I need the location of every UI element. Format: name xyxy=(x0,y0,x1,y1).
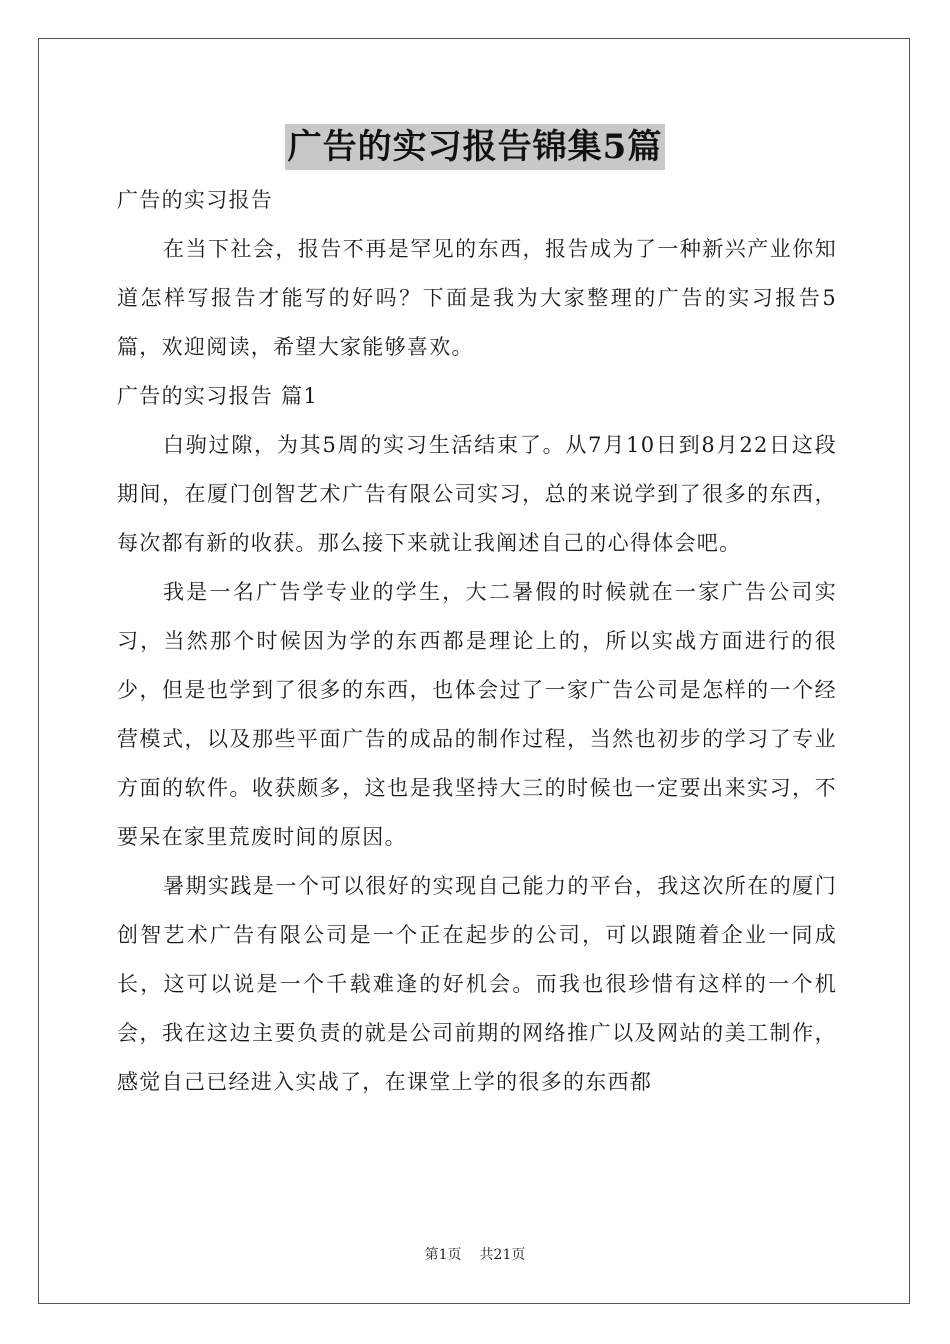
body-paragraph: 暑期实践是一个可以很好的实现自己能力的平台，我这次所在的厦门创智艺术广告有限公司是一个正在起步的公司，可以跟随着企业一同成长，这可以说是一个千载难逢的好机会。而我也很珍惜有这样的一个机会，我在这边主要负责的就是公司前期的网络推广以及网站的美工制作，感觉自己已经进入实战了，在课堂上学的很多的东西都 xyxy=(117,874,837,1094)
title-container xyxy=(0,124,950,170)
document-body xyxy=(117,176,837,1107)
page-number: 第1页 xyxy=(424,1247,462,1263)
page-footer xyxy=(0,1244,950,1264)
body-paragraph: 我是一名广告学专业的学生，大二暑假的时候就在一家广告公司实习，当然那个时候因为学的东西都是理论上的，所以实战方面进行的很少，但是也学到了很多的东西，也体会过了一家广告公司是怎样的一个经营模式，以及那些平面广告的成品的制作过程，当然也初步的学习了专业方面的软件。收获颇多，这也是我坚持大三的时候也一定要出来实习，不要呆在家里荒废时间的原因。 xyxy=(117,580,837,849)
document-title: 广告的实习报告锦集5篇 xyxy=(285,124,666,170)
page-total: 共21页 xyxy=(479,1247,526,1263)
section-heading: 广告的实习报告 xyxy=(117,188,274,212)
intro-paragraph: 在当下社会，报告不再是罕见的东西，报告成为了一种新兴产业你知道怎样写报告才能写的好吗？下面是我为大家整理的广告的实习报告5篇，欢迎阅读，希望大家能够喜欢。 xyxy=(117,237,837,359)
section-heading: 广告的实习报告 篇1 xyxy=(117,384,319,408)
body-paragraph: 白驹过隙，为其5周的实习生活结束了。从7月10日到8月22日这段期间，在厦门创智艺术广告有限公司实习，总的来说学到了很多的东西，每次都有新的收获。那么接下来就让我阐述自己的心得体会吧。 xyxy=(117,433,837,555)
